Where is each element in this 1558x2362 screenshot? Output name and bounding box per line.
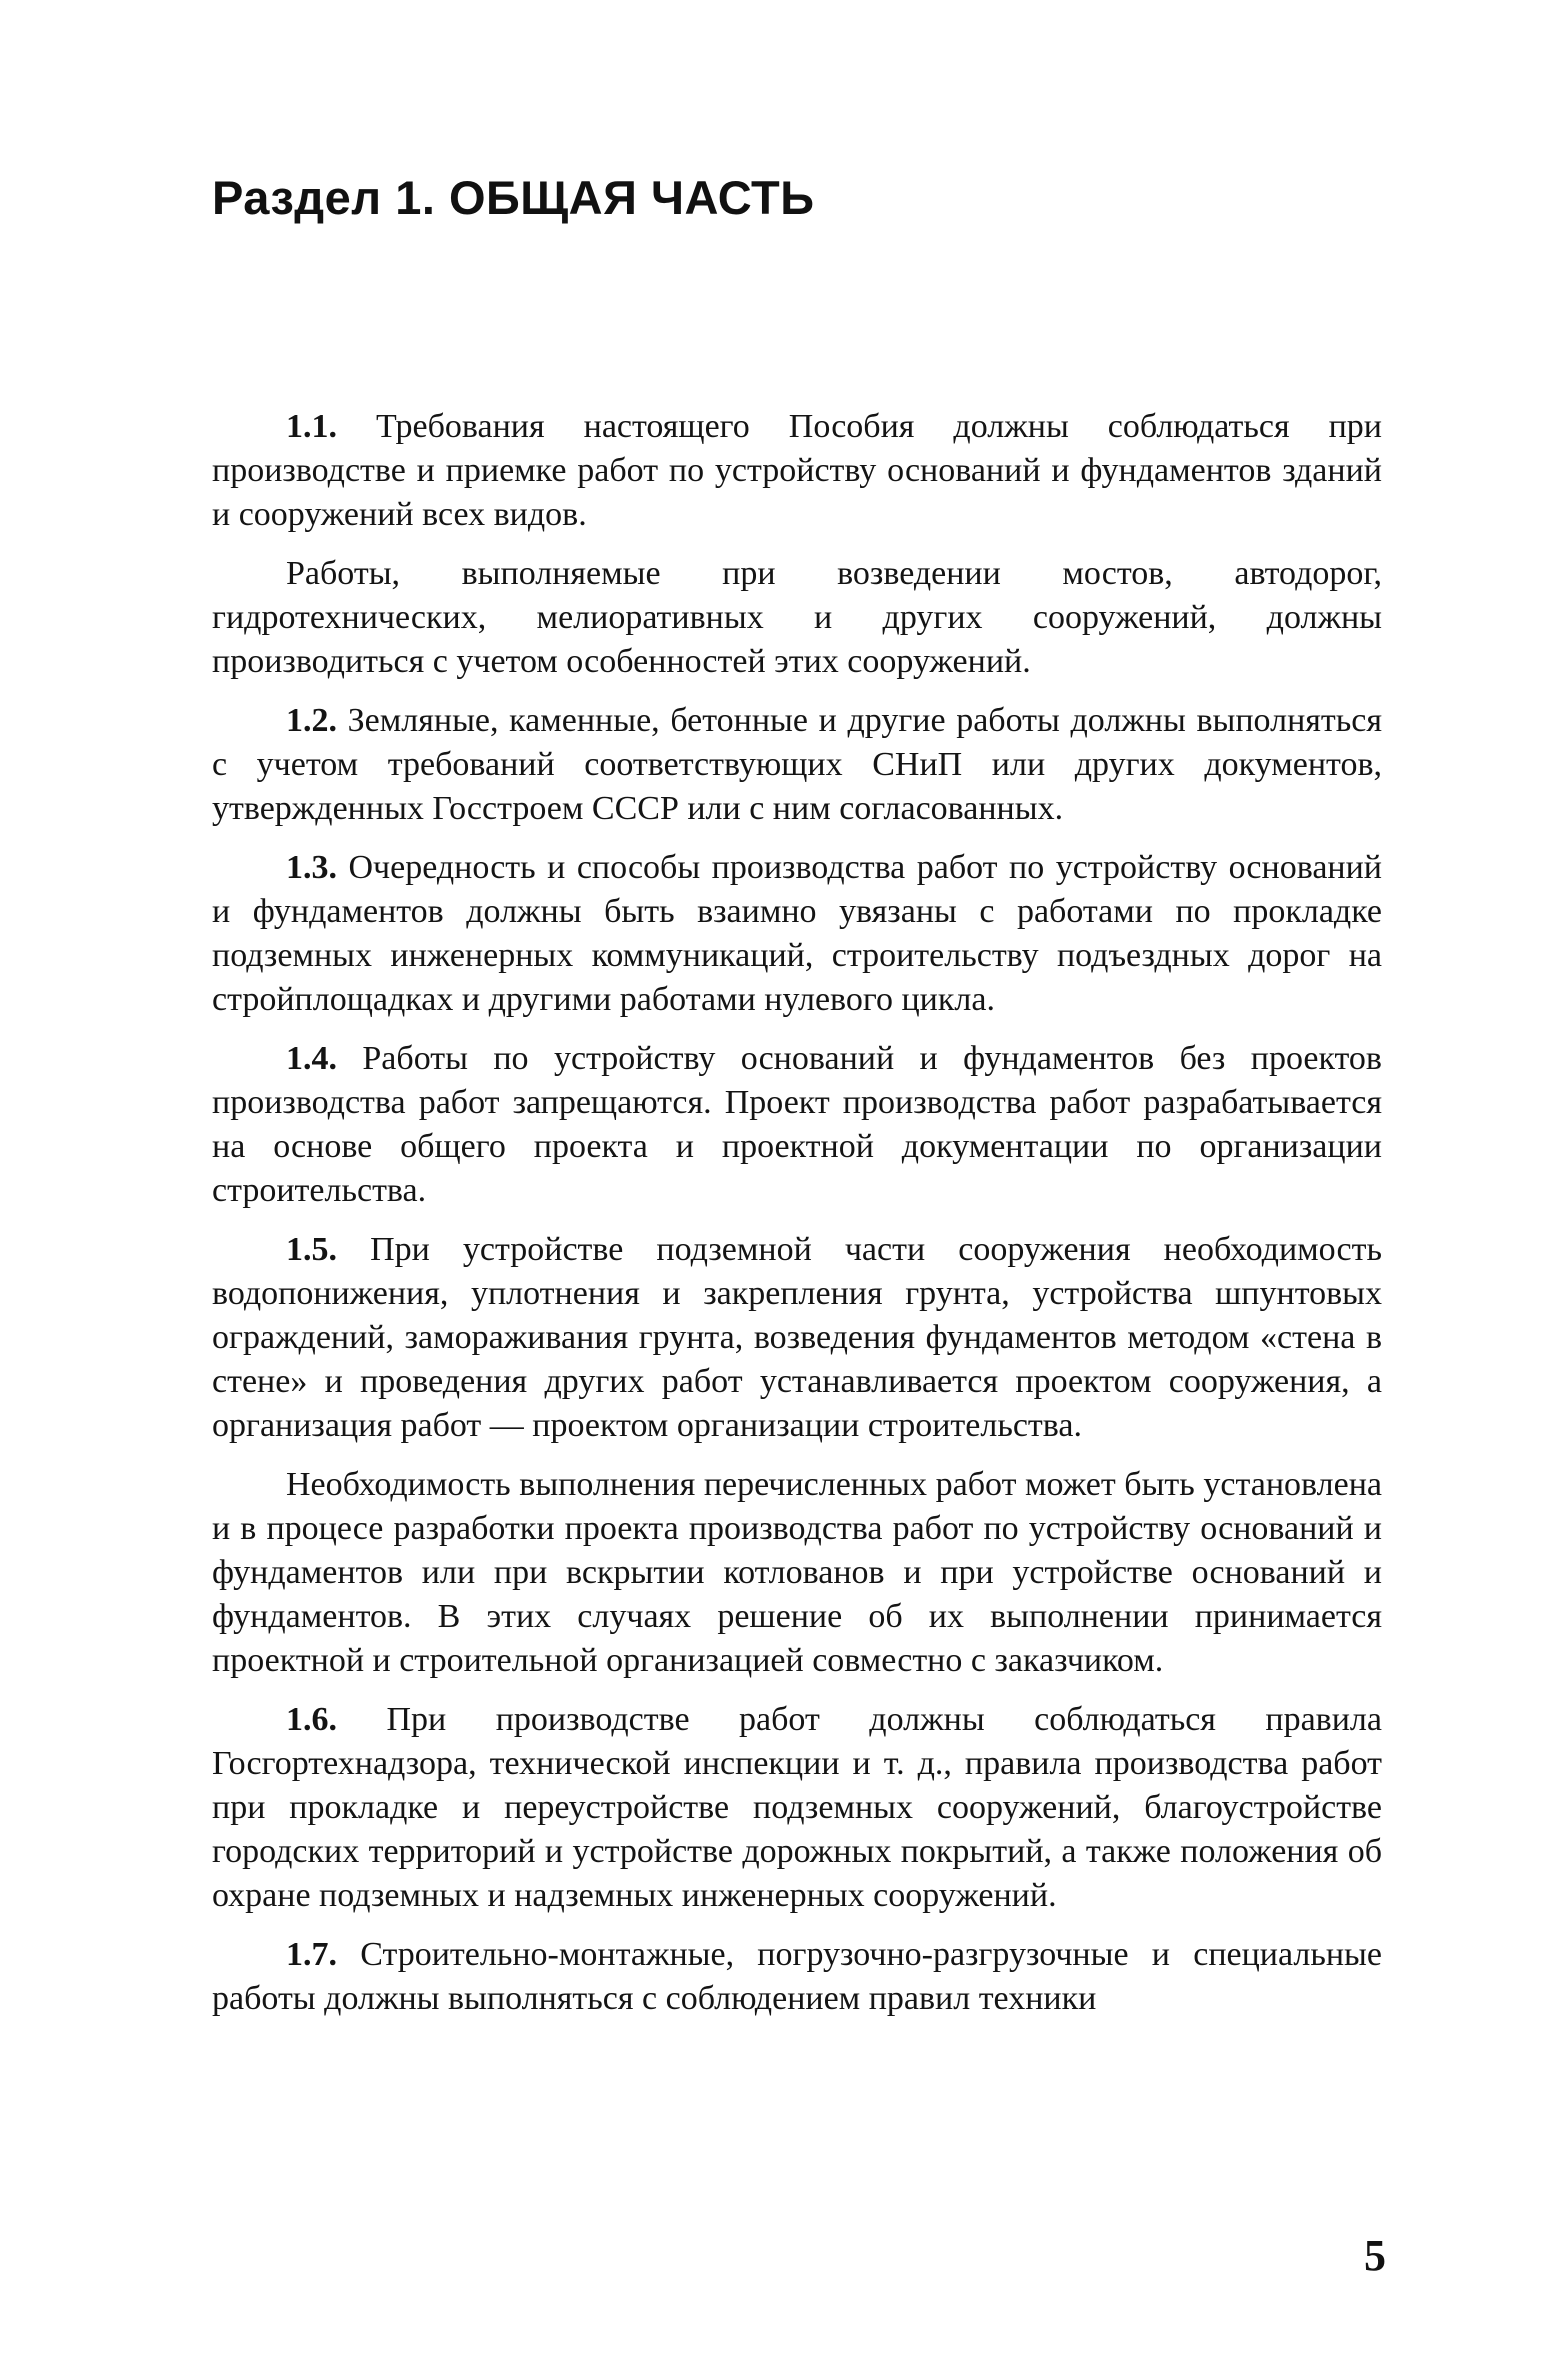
- clause-number: 1.1.: [286, 408, 337, 445]
- clause-number: 1.3.: [286, 849, 337, 886]
- paragraph-text: Необходимость выполнения перечисленных работ может быть установлена и в процесе разработки проекта производства работ по устройству оснований и фундаментов или при вскрытии котлованов и при устройстве оснований и фундаментов. В этих случаях решение об их выполнении принимается проектной и строительной организацией совместно с заказчиком.: [212, 1466, 1382, 1679]
- clause-number: 1.5.: [286, 1231, 337, 1268]
- clause-number: 1.7.: [286, 1936, 337, 1973]
- paragraph-1-7: [212, 1933, 1382, 2021]
- paragraph-text: Требования настоящего Пособия должны соблюдаться при производстве и приемке работ по устройству оснований и фундаментов зданий и сооружений всех видов.: [212, 408, 1382, 533]
- paragraph-1-5-continued: [212, 1463, 1382, 1683]
- clause-number: 1.4.: [286, 1040, 337, 1077]
- paragraph-1-5: [212, 1228, 1382, 1448]
- body-text: [212, 405, 1382, 2036]
- paragraph-text: Строительно-монтажные, погрузочно-разгрузочные и специальные работы должны выполняться с соблюдением правил техники: [212, 1936, 1382, 2017]
- clause-number: 1.6.: [286, 1701, 337, 1738]
- paragraph-1-3: [212, 846, 1382, 1022]
- paragraph-1-1-continued: [212, 552, 1382, 684]
- paragraph-text: При устройстве подземной части сооружения необходимость водопонижения, уплотнения и закрепления грунта, устройства шпунтовых ограждений, замораживания грунта, возведения фундаментов методом «стена в стене» и проведения других работ устанавливается проектом сооружения, а организация работ — проектом организации строительства.: [212, 1231, 1382, 1444]
- paragraph-1-6: [212, 1698, 1382, 1918]
- paragraph-text: Работы по устройству оснований и фундаментов без проектов производства работ запрещаются. Проект производства работ разрабатывается на основе общего проекта и проектной документации по организации строительства.: [212, 1040, 1382, 1209]
- paragraph-text: Очередность и способы производства работ по устройству оснований и фундаментов должны быть взаимно увязаны с работами по прокладке подземных инженерных коммуникаций, строительству подъездных дорог на стройплощадках и другими работами нулевого цикла.: [212, 849, 1382, 1018]
- page-number: 5: [1364, 2231, 1386, 2280]
- paragraph-1-2: [212, 699, 1382, 831]
- paragraph-text: При производстве работ должны соблюдаться правила Госгортехнадзора, технической инспекции и т. д., правила производства работ при прокладке и переустройстве подземных сооружений, благоустройстве городских территорий и устройстве дорожных покрытий, а также положения об охране подземных и надземных инженерных сооружений.: [212, 1701, 1382, 1914]
- paragraph-1-1: [212, 405, 1382, 537]
- paragraph-text: Работы, выполняемые при возведении мостов, автодорог, гидротехнических, мелиоративных и других сооружений, должны производиться с учетом особенностей этих сооружений.: [212, 555, 1382, 680]
- paragraph-1-4: [212, 1037, 1382, 1213]
- section-heading: Раздел 1. ОБЩАЯ ЧАСТЬ: [212, 171, 815, 224]
- paragraph-text: Земляные, каменные, бетонные и другие работы должны выполняться с учетом требований соответствующих СНиП или других документов, утвержденных Госстроем СССР или с ним согласованных.: [212, 702, 1382, 827]
- clause-number: 1.2.: [286, 702, 337, 739]
